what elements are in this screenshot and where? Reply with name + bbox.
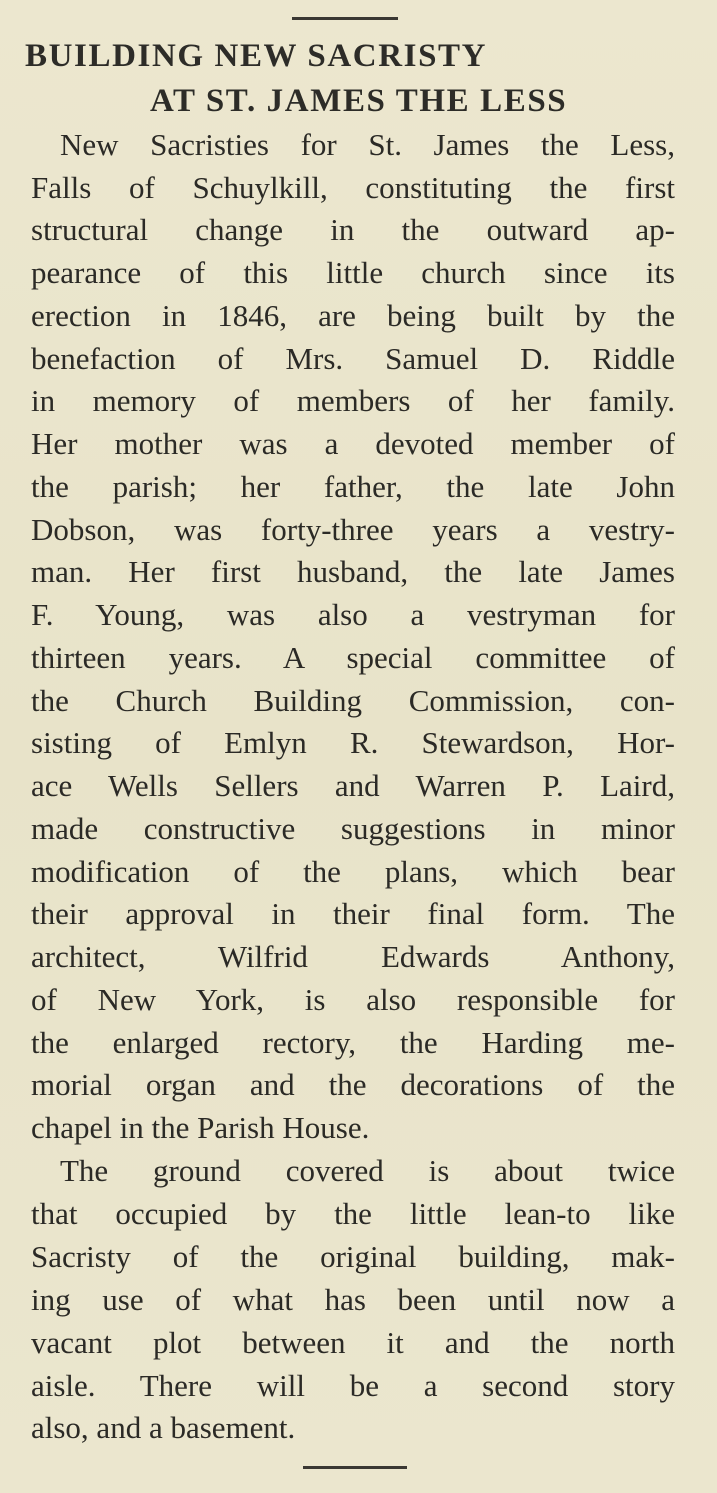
paragraph-1-line: benefaction of Mrs. Samuel D. Riddle <box>31 341 675 376</box>
paragraph-1-line: the Church Building Commission, con- <box>31 683 675 718</box>
paragraph-1-line: the enlarged rectory, the Harding me- <box>31 1025 675 1060</box>
paragraph-1-line: the parish; her father, the late John <box>31 469 675 504</box>
paragraph-1-line: of New York, is also responsible for <box>31 982 675 1017</box>
paragraph-1-line: made constructive suggestions in minor <box>31 811 675 846</box>
paragraph-1-line: thirteen years. A special committee of <box>31 640 675 675</box>
paragraph-1-line: ace Wells Sellers and Warren P. Laird, <box>31 768 675 803</box>
paragraph-2-line: aisle. There will be a second story <box>31 1368 675 1403</box>
paragraph-2-line: Sacristy of the original building, mak- <box>31 1239 675 1274</box>
paragraph-2-line: ing use of what has been until now a <box>31 1282 675 1317</box>
paragraph-1-line: in memory of members of her family. <box>31 383 675 418</box>
paragraph-1-line: architect, Wilfrid Edwards Anthony, <box>31 939 675 974</box>
paragraph-1-line: morial organ and the decorations of the <box>31 1067 675 1102</box>
paragraph-1-line: F. Young, was also a vestryman for <box>31 597 675 632</box>
headline-line-1: BUILDING NEW SACRISTY <box>25 38 488 74</box>
paragraph-1-line: New Sacristies for St. James the Less, <box>60 127 675 162</box>
headline-line-2: AT ST. JAMES THE LESS <box>150 83 568 119</box>
paragraph-1-line: Her mother was a devoted member of <box>31 426 675 461</box>
paragraph-2-line: vacant plot between it and the north <box>31 1325 675 1360</box>
paragraph-1-line: structural change in the outward ap- <box>31 212 675 247</box>
paragraph-1-line: Falls of Schuylkill, constituting the first <box>31 170 675 205</box>
bottom-divider-rule <box>303 1466 407 1469</box>
paragraph-2-line: that occupied by the little lean-to like <box>31 1196 675 1231</box>
paragraph-1-line: chapel in the Parish House. <box>31 1110 370 1145</box>
paragraph-2-line: The ground covered is about twice <box>60 1153 675 1188</box>
paragraph-1-line: Dobson, was forty-three years a vestry- <box>31 512 675 547</box>
paragraph-1-line: man. Her first husband, the late James <box>31 554 675 589</box>
top-divider-rule <box>292 17 398 20</box>
paragraph-1-line: sisting of Emlyn R. Stewardson, Hor- <box>31 725 675 760</box>
paragraph-1-line: their approval in their final form. The <box>31 896 675 931</box>
paragraph-2-line: also, and a basement. <box>31 1410 296 1445</box>
paragraph-1-line: erection in 1846, are being built by the <box>31 298 675 333</box>
paragraph-1-line: pearance of this little church since its <box>31 255 675 290</box>
paragraph-1-line: modification of the plans, which bear <box>31 854 675 889</box>
